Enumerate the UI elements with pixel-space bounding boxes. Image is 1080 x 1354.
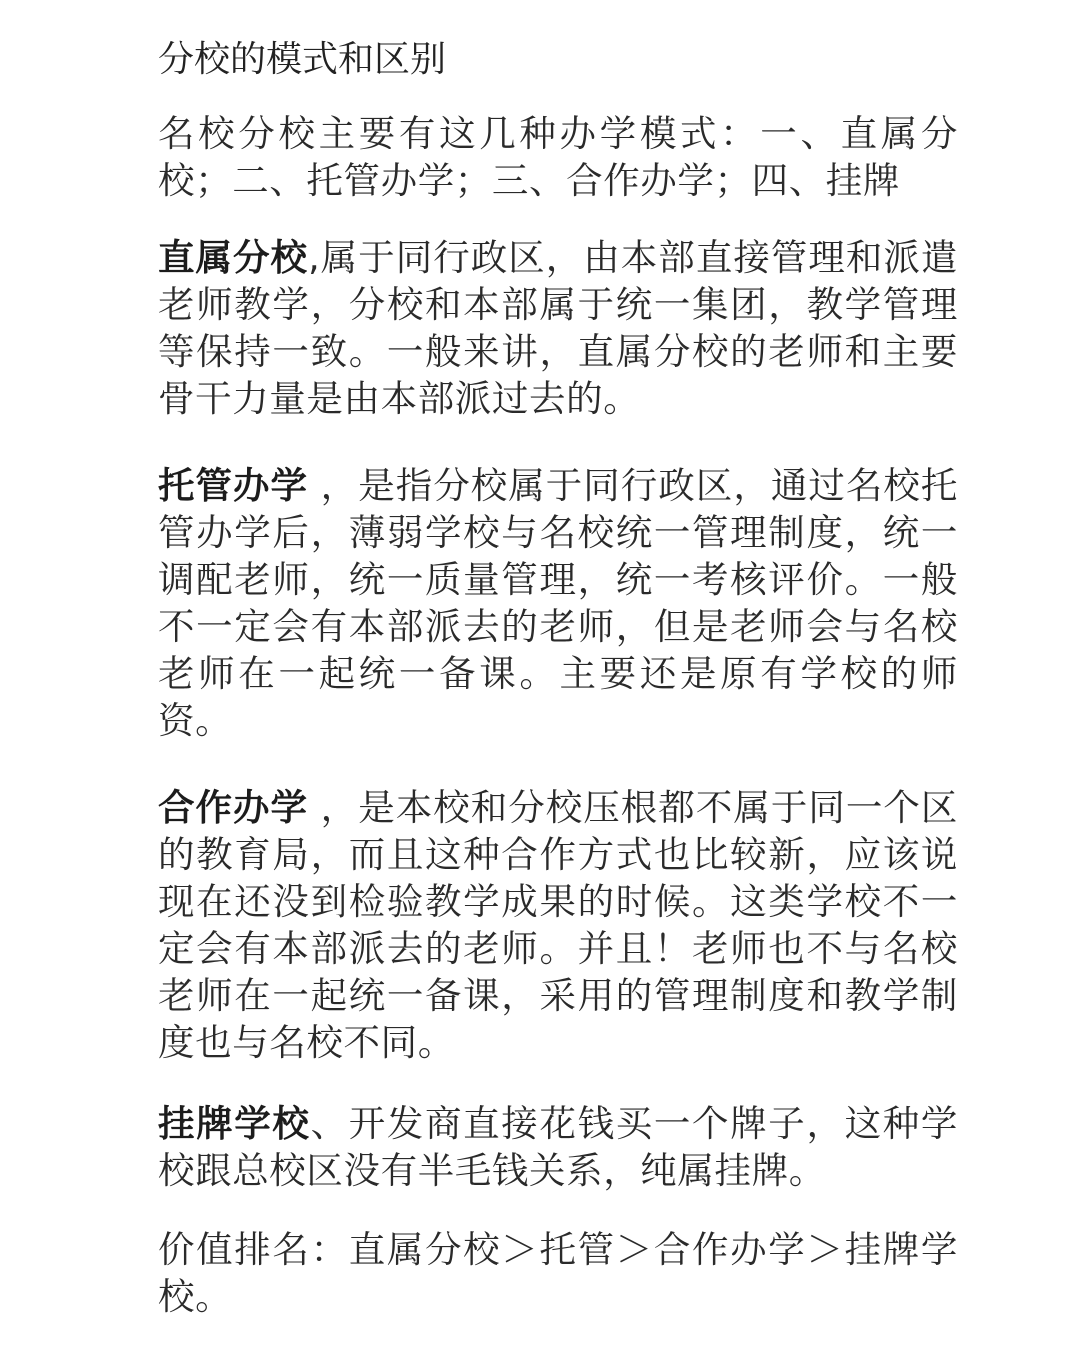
article-title: 分校的模式和区别 <box>158 39 447 80</box>
section-direct-branch <box>158 234 958 422</box>
section-term: 合作办学 <box>158 786 309 829</box>
section-text: ,属于同行政区，由本部直接管理和派遣老师教学，分校和本部属于统一集团，教学管理等保持一致。一般来讲，直属分校的老师和主要骨干力量是由本部派过去的。 <box>158 236 958 420</box>
section-cooperation <box>158 784 958 1066</box>
section-licensed-school <box>158 1100 958 1194</box>
article <box>158 34 958 1354</box>
ranking-paragraph: 价值排名：直属分校＞托管＞合作办学＞挂牌学校。 <box>158 1228 958 1318</box>
section-trusteeship <box>158 462 958 744</box>
section-text: 、开发商直接花钱买一个牌子，这种学校跟总校区没有半毛钱关系，纯属挂牌。 <box>158 1102 958 1192</box>
section-text: ，是本校和分校压根都不属于同一个区的教育局，而且这种合作方式也比较新，应该说现在还没到检验教学成果的时候。这类学校不一定会有本部派去的老师。并且！老师也不与名校老师在一起统一备课，采用的管理制度和教学制度也与名校不同。 <box>158 786 958 1064</box>
section-text: ，是指分校属于同行政区，通过名校托管办学后，薄弱学校与名校统一管理制度，统一调配老师，统一质量管理，统一考核评价。一般不一定会有本部派去的老师，但是老师会与名校老师在一起统一备课。主要还是原有学校的师资。 <box>158 464 958 742</box>
intro-paragraph: 名校分校主要有这几种办学模式：一、直属分校；二、托管办学；三、合作办学；四、挂牌 <box>158 112 958 202</box>
section-term: 直属分校 <box>158 236 309 279</box>
section-term: 托管办学 <box>158 464 309 507</box>
section-term: 挂牌学校 <box>158 1102 311 1145</box>
